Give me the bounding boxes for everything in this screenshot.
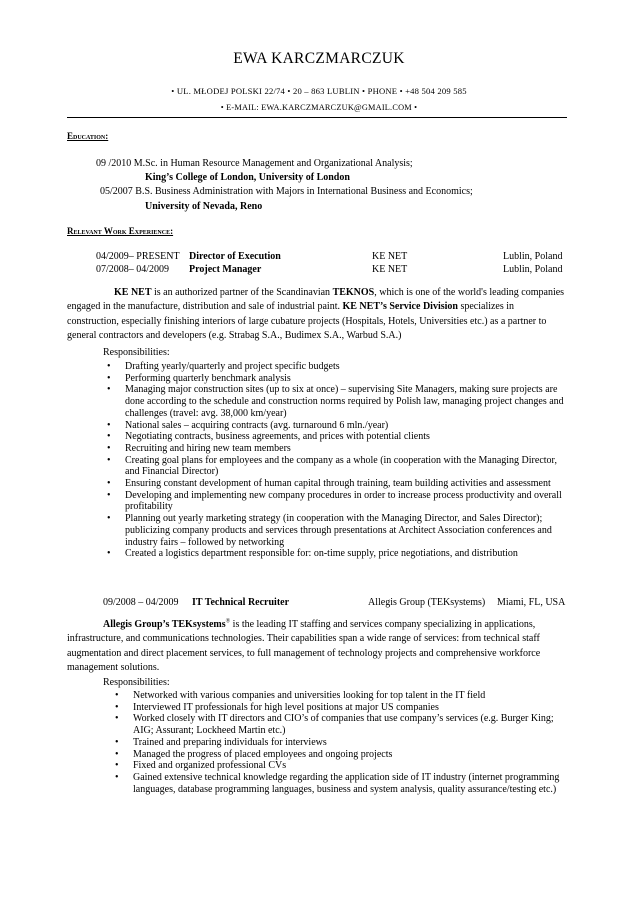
job-title: Director of Execution bbox=[189, 251, 281, 262]
edu-degree: M.Sc. in Human Resource Management and Organizational Analysis; bbox=[133, 158, 413, 169]
job-location: Lublin, Poland bbox=[503, 251, 563, 262]
allegis-description: Allegis Group’s TEKsystems® is the leading IT staffing and services company specializing in applications, infrastructure, and communications technologies. Their capabilities span a wide range of services: from technical staff augmentation and direct placement services, to full management of technology projects and comprehensive workforce management solutions. bbox=[67, 618, 541, 673]
kenet-responsibilities bbox=[103, 361, 571, 560]
list-item: • Networked with various companies and universities looking for top talent in the IT field bbox=[111, 690, 561, 702]
edu-date: 05/2007 bbox=[100, 186, 133, 197]
list-item: • Ensuring constant development of human capital through training, team building activities and assessment bbox=[103, 478, 571, 490]
list-item: • Managing major construction sites (up to six at once) – supervising Site Managers, making sure projects are done according to the schedule and construction norms required by Polish law, managing project changes and challenges (travel: avg. 38,000 km/year) bbox=[103, 384, 571, 419]
list-item: • Fixed and organized professional CVs bbox=[111, 760, 561, 772]
job-dates: 04/2009– PRESENT bbox=[96, 251, 180, 262]
job-company: KE NET bbox=[372, 251, 408, 262]
job-company: Allegis Group (TEKsystems) bbox=[368, 597, 486, 608]
list-item: • Interviewed IT professionals for high level positions at major US companies bbox=[111, 702, 561, 714]
job-dates: 07/2008– 04/2009 bbox=[96, 264, 170, 275]
edu-entry-2 bbox=[100, 186, 473, 197]
candidate-name: EWA KARCZMARCZUK bbox=[233, 50, 405, 67]
kenet-description: KE NET is an authorized partner of the Scandinavian TEKNOS, which is one of the world's leading companies engaged in the manufacture, distribution and sale of industrial paint. KE NET’s Service Division specializes in construction, especially finishing interiors of large cubature projects (Hospitals, Hotels, Universities etc.) as a partner to general contractors and developers (e.g. Strabag S.A., Budimex S.A., Warbud S.A.) bbox=[67, 287, 565, 341]
edu-date: 09 /2010 bbox=[96, 158, 132, 169]
experience-heading: Relevant Work Experience: bbox=[67, 226, 174, 236]
job-dates: 09/2008 – 04/2009 bbox=[103, 597, 179, 608]
list-item: • Managed the progress of placed employees and ongoing projects bbox=[111, 749, 561, 761]
responsibilities-label: Responsibilities: bbox=[103, 347, 170, 358]
list-item: • Recruiting and hiring new team members bbox=[103, 443, 571, 455]
list-item: • Negotiating contracts, business agreements, and prices with potential clients bbox=[103, 431, 571, 443]
list-item: • Planning out yearly marketing strategy (in cooperation with the Managing Director, and Sales Director); publicizing company products and services through presentations at Architect Association conferences and industry fairs – followed by networking bbox=[103, 513, 571, 548]
list-item: • Gained extensive technical knowledge regarding the application side of IT industry (internet programming languages, database programming languages, business and system analysis, quality assurance/testing etc.) bbox=[111, 772, 561, 795]
list-item: • Creating goal plans for employees and the company as a whole (in cooperation with the Managing Director, and Financial Director) bbox=[103, 455, 571, 478]
education-heading: Education: bbox=[67, 131, 109, 141]
edu-school: King’s College of London, University of London bbox=[145, 172, 350, 183]
job-location: Lublin, Poland bbox=[503, 264, 563, 275]
responsibilities-label: Responsibilities: bbox=[103, 677, 170, 688]
job-title: Project Manager bbox=[189, 264, 262, 275]
edu-degree: B.S. Business Administration with Majors in International Business and Economics; bbox=[135, 186, 473, 197]
edu-school: University of Nevada, Reno bbox=[145, 201, 263, 212]
job-location: Miami, FL, USA bbox=[497, 597, 566, 608]
allegis-responsibilities bbox=[111, 690, 561, 795]
job-company: KE NET bbox=[372, 264, 408, 275]
header-divider bbox=[67, 117, 567, 118]
list-item: • Developing and implementing new company procedures in order to increase process productivity and overall profitability bbox=[103, 490, 571, 513]
list-item: • Drafting yearly/quarterly and project specific budgets bbox=[103, 361, 571, 373]
edu-entry-1 bbox=[96, 158, 413, 169]
list-item: • Worked closely with IT directors and CIO’s of companies that use company’s services (e.g. Burger King; AIG; Assurant; Lockheed Martin etc.) bbox=[111, 713, 561, 736]
email-line: • E-MAIL: EWA.KARCZMARCZUK@GMAIL.COM • bbox=[220, 103, 418, 112]
job-title: IT Technical Recruiter bbox=[192, 597, 290, 608]
list-item: • National sales – acquiring contracts (avg. turnaround 6 mln./year) bbox=[103, 420, 571, 432]
address-line: • UL. MŁODEJ POLSKI 22/74 • 20 – 863 LUBLIN • PHONE • +48 504 209 585 bbox=[171, 86, 467, 96]
list-item: • Performing quarterly benchmark analysis bbox=[103, 373, 571, 385]
list-item: • Created a logistics department responsible for: on-time supply, price negotiations, and distribution bbox=[103, 548, 571, 560]
list-item: • Trained and preparing individuals for interviews bbox=[111, 737, 561, 749]
